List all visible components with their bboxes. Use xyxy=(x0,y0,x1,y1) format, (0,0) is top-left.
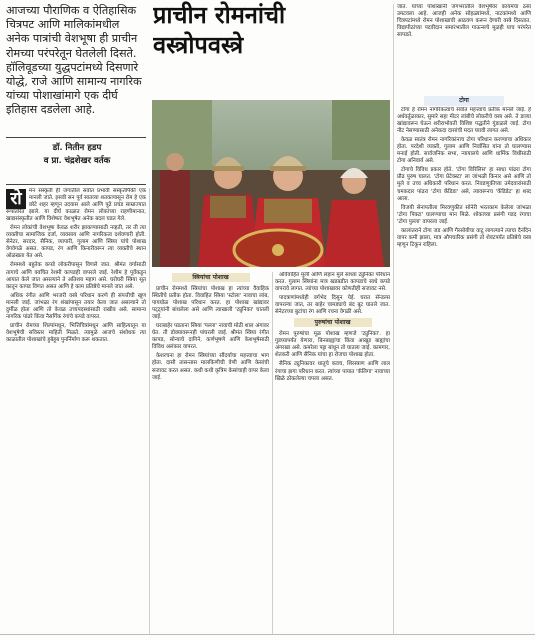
column-separator xyxy=(272,272,273,634)
section-heading-men: पुरुषांचा पोशाख xyxy=(294,318,372,327)
article-column-3 xyxy=(275,272,390,638)
divider xyxy=(6,137,146,138)
column-separator xyxy=(149,188,150,634)
paragraph: केशरचना हा रोमन स्त्रियांच्या सौंदर्याचा महत्त्वाचा भाग होता. दासी तासन्तास मालकिणीची वेणी आणि केसांची सजावट करत असत. कधी कधी कृत्रिम केसांचाही वापर केला जाई. xyxy=(152,353,269,381)
paragraph: घराबाहेर पडताना स्त्रिया 'पल्ला' नावाची मोठी शाल अंगावर घेत. ती डोक्यावरूनही पांघरली जाई. श्रीमंत स्त्रिया रंगीत कापड, सोन्याचे दागिने, कर्णभूषणे आणि केशभूषेसाठी विविध अलंकार वापरत. xyxy=(152,323,269,351)
headline xyxy=(153,0,391,94)
paragraph: मन संस्कृती ही जगातील सर्वात प्रभावी संस्कृतींपैकी एक मानली जाते. इसवी सन पूर्व सातव्या शतकापासून रोम हे एक छोटे शहर म्हणून उदयास आले आणि पुढे प्रचंड साम्राज्यात रूपांतरित झाले. या दीर्घ काळात रोमन लोकांच्या राहणीमानात, खाद्यसंस्कृतीत आणि विशेषतः वेशभूषेत अनेक बदल घडत गेले. xyxy=(6,188,146,223)
person-left xyxy=(160,153,190,267)
paragraph: विजयी सेनापतीला मिरवणुकीत सोनेरी भरतकाम केलेला जांभळा 'टोगा पिक्टा' घालण्याचा मान मिळे. शोकाच्या प्रसंगी गडद रंगाचा 'टोगा पुल्ला' वापरला जाई. xyxy=(397,204,531,225)
drop-cap: रो xyxy=(6,189,26,209)
paragraph: सैनिक ट्युनिकावर धातूचे कवच, शिरस्त्राण आणि लाल रंगाचा झगा परिधान करत. त्यांच्या पायात 'कॅलिगा' नावाच्या खिळे ठोकलेल्या चपला असत. xyxy=(275,361,390,382)
column-separator xyxy=(393,4,394,634)
paragraph: टोगाचे विविध प्रकार होते. 'टोगा विरिलिस' हा साधा पांढरा टोगा प्रौढ पुरुष घालत. 'टोगा प्रेटेक्स्टा' ला जांभळी किनार असे आणि तो मुले व उच्च अधिकारी परिधान करत. निवडणुकीच्या उमेदवारांसाठी चमकदार पांढरा 'टोगा कँडिडा' असे, त्यावरूनच 'कँडिडेट' हा शब्द आला. xyxy=(397,167,531,202)
section-heading-women: स्त्रियांचा पोशाख xyxy=(172,273,250,282)
author-name-1: डॉ. नितीन हडप xyxy=(52,143,102,153)
paragraph: कालांतराने टोगा जड आणि गैरसोयीचा वाटू लागल्याने त्याचा दैनंदिन वापर कमी झाला, मात्र औपचारिक प्रसंगी तो शेवटपर्यंत प्रतिष्ठेचे वस्त्र म्हणून टिकून राहिला. xyxy=(397,227,531,248)
page-bottom-rule xyxy=(0,634,535,635)
article-column-4 xyxy=(397,107,531,638)
paragraph: प्राचीन रोममध्ये स्त्रियांचा पोशाख हा त्यांच्या वैवाहिक स्थितीचे प्रतीक होता. विवाहित स्त्रिया 'स्टोला' नावाचा लांब, पायघोळ पोशाख परिधान करत. हा पोशाख खांद्यावर पट्ट्यांनी बांधलेला असे आणि त्याखाली 'ट्युनिका' घातली जाई. xyxy=(152,286,269,321)
paragraph: रोमन लोकांची वेशभूषा केवळ शरीर झाकण्यासाठी नव्हती, तर ती त्या व्यक्तीचा सामाजिक दर्जा, व्यवसाय आणि नागरिकत्व दर्शवणारी होती. सेनेटर, सरदार, सैनिक, व्यापारी, गुलाम आणि स्त्रिया यांचे पोशाख वेगवेगळे असत. कापड, रंग आणि किनारीवरून त्या व्यक्तीचे स्थान ओळखता येत असे. xyxy=(6,225,146,260)
paragraph: जात. यांच्या पोशाखांनी जगभरातील वेशभूषेवर कायमचा ठसा उमटवला आहे. आजही अनेक सोहळ्यांमध्ये, नाटकांमध्ये आणि चित्रपटांमध्ये रोमन पोशाखाची आठवण करून देणारी वस्त्रे दिसतात. विद्यापीठांच्या पदवीदान समारंभातील गाऊन्सचे मूळही याच परंपरेत सापडते. xyxy=(397,4,531,39)
article-column-4-top xyxy=(397,4,531,92)
paragraph: केवळ स्वतंत्र रोमन नागरिकांनाच टोगा परिधान करण्याचा अधिकार होता. परदेशी व्यक्ती, गुलाम आणि निर्वासित यांना तो घालण्यास मनाई होती. सार्वजनिक सभा, न्यायालये आणि धार्मिक विधींसाठी टोगा अनिवार्य असे. xyxy=(397,137,531,165)
author-name-2: व प्रा. चंद्रशेखर वर्तक xyxy=(43,155,111,166)
section-heading-toga: टोगा xyxy=(424,96,504,106)
article-photo xyxy=(152,100,390,267)
paragraph: अधिक रंगीत आणि भरजरी वस्त्रे परिधान करणे ही संपत्तीची खूण मानली जाई. जांभळा रंग शंखांपासून तयार केला जात असल्याने तो दुर्मीळ होता आणि तो केवळ उच्चपदस्थांसाठी राखीव असे. सामान्य नागरिक पांढरे किंवा नैसर्गिक रंगांचे कपडे वापरत. xyxy=(6,292,146,320)
roman-costume-photo xyxy=(152,100,390,267)
paragraph: रोममध्ये बहुतेक कपडे लोकरीपासून विणले जात. श्रीमंत वर्गासाठी तागाचे आणि क्वचित रेशमी कापडही वापरले जाई. रेशीम हे पूर्वेकडून आयात केले जात असल्याने ते अतिशय महाग असे. घरोघरी स्त्रिया सूत कातून कापड विणत असत आणि हे काम प्रतिष्ठेचे मानले जात असे. xyxy=(6,262,146,290)
paragraph: रोमन पुरुषांचा मूळ पोशाख म्हणजे 'ट्युनिका'. हा गुडघ्यापर्यंत येणारा, बिनबाह्यांचा किंवा आखूड बाह्यांचा अंगरखा असे. कमरेला पट्टा बांधून तो घातला जाई. कामगार, शेतकरी आणि सैनिक यांचा हा रोजचा पोशाख होता. xyxy=(275,331,390,359)
paragraph: प्राचीन रोमच्या शिल्पांमधून, भित्तिचित्रांमधून आणि साहित्यातून या वेशभूषेची सविस्तर माहिती मिळते. त्यामुळे आजचे संशोधक त्या काळातील पोशाखांचे हुबेहूब पुनर्निर्माण करू शकतात. xyxy=(6,322,146,343)
headline-line-1: प्राचीन रोमनांची xyxy=(153,1,286,29)
paragraph: अविवाहित मुली आणि लहान मुले साध्या ट्युनिका परिधान करत. गुलाम स्त्रियांना मात्र खडबडीत कापडाचे साधे कपडे वापरावे लागत. त्यांच्या पोशाखावर कोणतीही सजावट नसे. xyxy=(275,272,390,293)
shield xyxy=(234,230,322,267)
article-column-1 xyxy=(6,188,146,638)
paragraph: टोगा हे रोमन नागरिकत्वाचे सर्वात महत्त्वाचे प्रतीक मानले जाई. हे अर्धवर्तुळाकार, सुमारे सहा मीटर लांबीचे लोकरीचे वस्त्र असे. ते डाव्या खांद्यावरून घेऊन शरीराभोवती विशिष्ट पद्धतीने गुंडाळले जाई. टोगा नीट नेसण्यासाठी अनेकदा दासांची मदत घ्यावी लागत असे. xyxy=(397,107,531,135)
article-column-2 xyxy=(152,272,269,638)
paragraph: पादत्राणांमध्येही वर्गभेद दिसून येई. घरात सॅन्डल्स वापरल्या जात, तर बाहेर चामड्याचे बंद बूट घातले जात. सेनेटरच्या बुटांचा रंग आणि रचना वेगळी असे. xyxy=(275,295,390,316)
intro-text: आजच्या पौराणिक व ऐतिहासिक चित्रपट आणि मालिकांमधील अनेक पात्रांची वेशभूषा ही प्राचीन रोमच्या परंपरेतून घेतलेली दिसते. हॉलिवूडच्या युद्धपटांमध्ये दिसणारे योद्धे, राजे आणि सामान्य नागरिक यांच्या पोशाखांमागे एक दीर्घ इतिहास दडलेला आहे. xyxy=(6,4,142,117)
byline xyxy=(8,142,146,182)
divider xyxy=(6,184,146,185)
headline-line-2: वस्त्रोपवस्त्रे xyxy=(153,31,244,59)
